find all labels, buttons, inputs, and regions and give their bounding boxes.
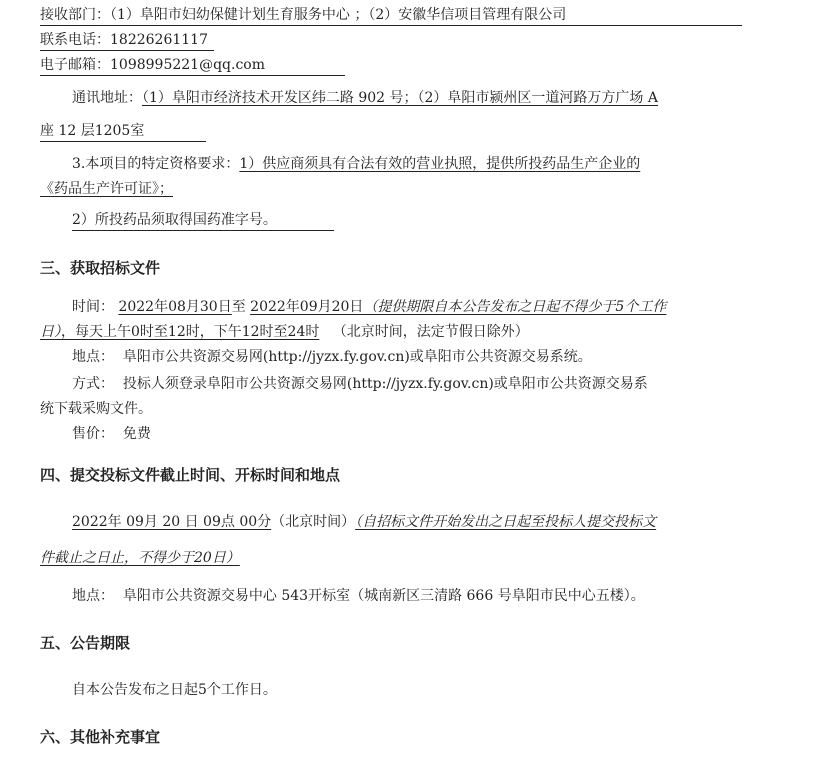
deadline-note-line2: 件截止之日止，不得少于20日） <box>40 550 240 566</box>
qualification-req2: 2）所投药品须取得国药准字号。 <box>72 210 334 231</box>
section3-method-row <box>72 374 648 394</box>
phone-label: 联系电话： <box>40 32 110 48</box>
department-value: （1）阜阳市妇幼保健计划生育服务中心 ；（2）安徽华信项目管理有限公司 <box>110 7 567 23</box>
section4-title: 四、提交投标文件截止时间、开标时间和地点 <box>40 466 341 484</box>
deadline-note-line1: （自招标文件开始发出之日起至投标人提交投标文 <box>355 514 657 530</box>
time-end: 2022年09月20日 <box>250 299 364 315</box>
section5-body: 自本公告发布之日起5个工作日。 <box>72 682 277 698</box>
section4-place-label: 地点： <box>72 588 114 604</box>
deadline: 2022年 09月 20 日 09点 00分 <box>72 514 272 530</box>
method-line2: 统下载采购文件。 <box>40 401 152 417</box>
address-line2: 座 12 层1205室 <box>40 121 206 142</box>
qualification-req1-line2: 《药品生产许可证》； <box>40 181 173 197</box>
time-beijing: （北京时间，法定节假日除外） <box>332 324 529 340</box>
time-note-line2: 日） <box>40 324 61 340</box>
time-note-line1: （提供期限自本公告发布之日起不得少于5个工作 <box>363 299 667 315</box>
price-label: 售价： <box>72 426 114 442</box>
time-label: 时间： <box>72 299 114 315</box>
method-label: 方式： <box>72 376 114 392</box>
section6-title: 六、其他补充事宜 <box>40 728 161 746</box>
deadline-beijing: （北京时间） <box>271 514 356 530</box>
phone-row <box>40 30 214 51</box>
address-label: 通讯地址： <box>72 90 142 106</box>
time-daily: ，每天上午0时至12时，下午12时至24时 <box>61 324 320 340</box>
department-label: 接收部门： <box>40 7 110 23</box>
qualification-req1-line1: 1）供应商须具有合法有效的营业执照，提供所投药品生产企业的 <box>239 156 641 172</box>
section3-time-row <box>72 297 666 317</box>
section4-place-row <box>72 586 645 606</box>
section3-time-row2 <box>40 322 529 342</box>
address-row <box>72 88 658 108</box>
email-value: 1098995221@qq.com <box>110 57 265 73</box>
section5-title: 五、公告期限 <box>40 634 131 652</box>
time-to: 至 <box>231 299 246 315</box>
section4-deadline-row <box>72 512 656 532</box>
department-row <box>40 5 742 26</box>
place-value: 阜阳市公共资源交易网(http://jyzx.fy.gov.cn)或阜阳市公共资源交易系统。 <box>122 349 592 365</box>
time-start: 2022年08月30日 <box>118 299 232 315</box>
section3-price-row <box>72 424 151 444</box>
section4-place-value: 阜阳市公共资源交易中心 543开标室（城南新区三清路 666 号阜阳市民中心五楼）。 <box>122 588 645 604</box>
section3-title: 三、获取招标文件 <box>40 259 161 277</box>
email-row <box>40 55 345 76</box>
section3-place-row <box>72 347 592 367</box>
qualification-intro: 3.本项目的特定资格要求： <box>72 156 240 172</box>
phone-value: 18226261117 <box>110 32 208 48</box>
price-value: 免费 <box>122 426 151 442</box>
email-label: 电子邮箱： <box>40 57 110 73</box>
address-line1: （1）阜阳市经济技术开发区纬二路 902 号；（2）阜阳市颍州区一道河路万方广场 A <box>142 90 658 106</box>
method-line1: 投标人须登录阜阳市公共资源交易网(http://jyzx.fy.gov.cn)或阜阳市公共资源交易系 <box>122 376 648 392</box>
qualification-row <box>72 154 640 174</box>
place-label: 地点： <box>72 349 114 365</box>
